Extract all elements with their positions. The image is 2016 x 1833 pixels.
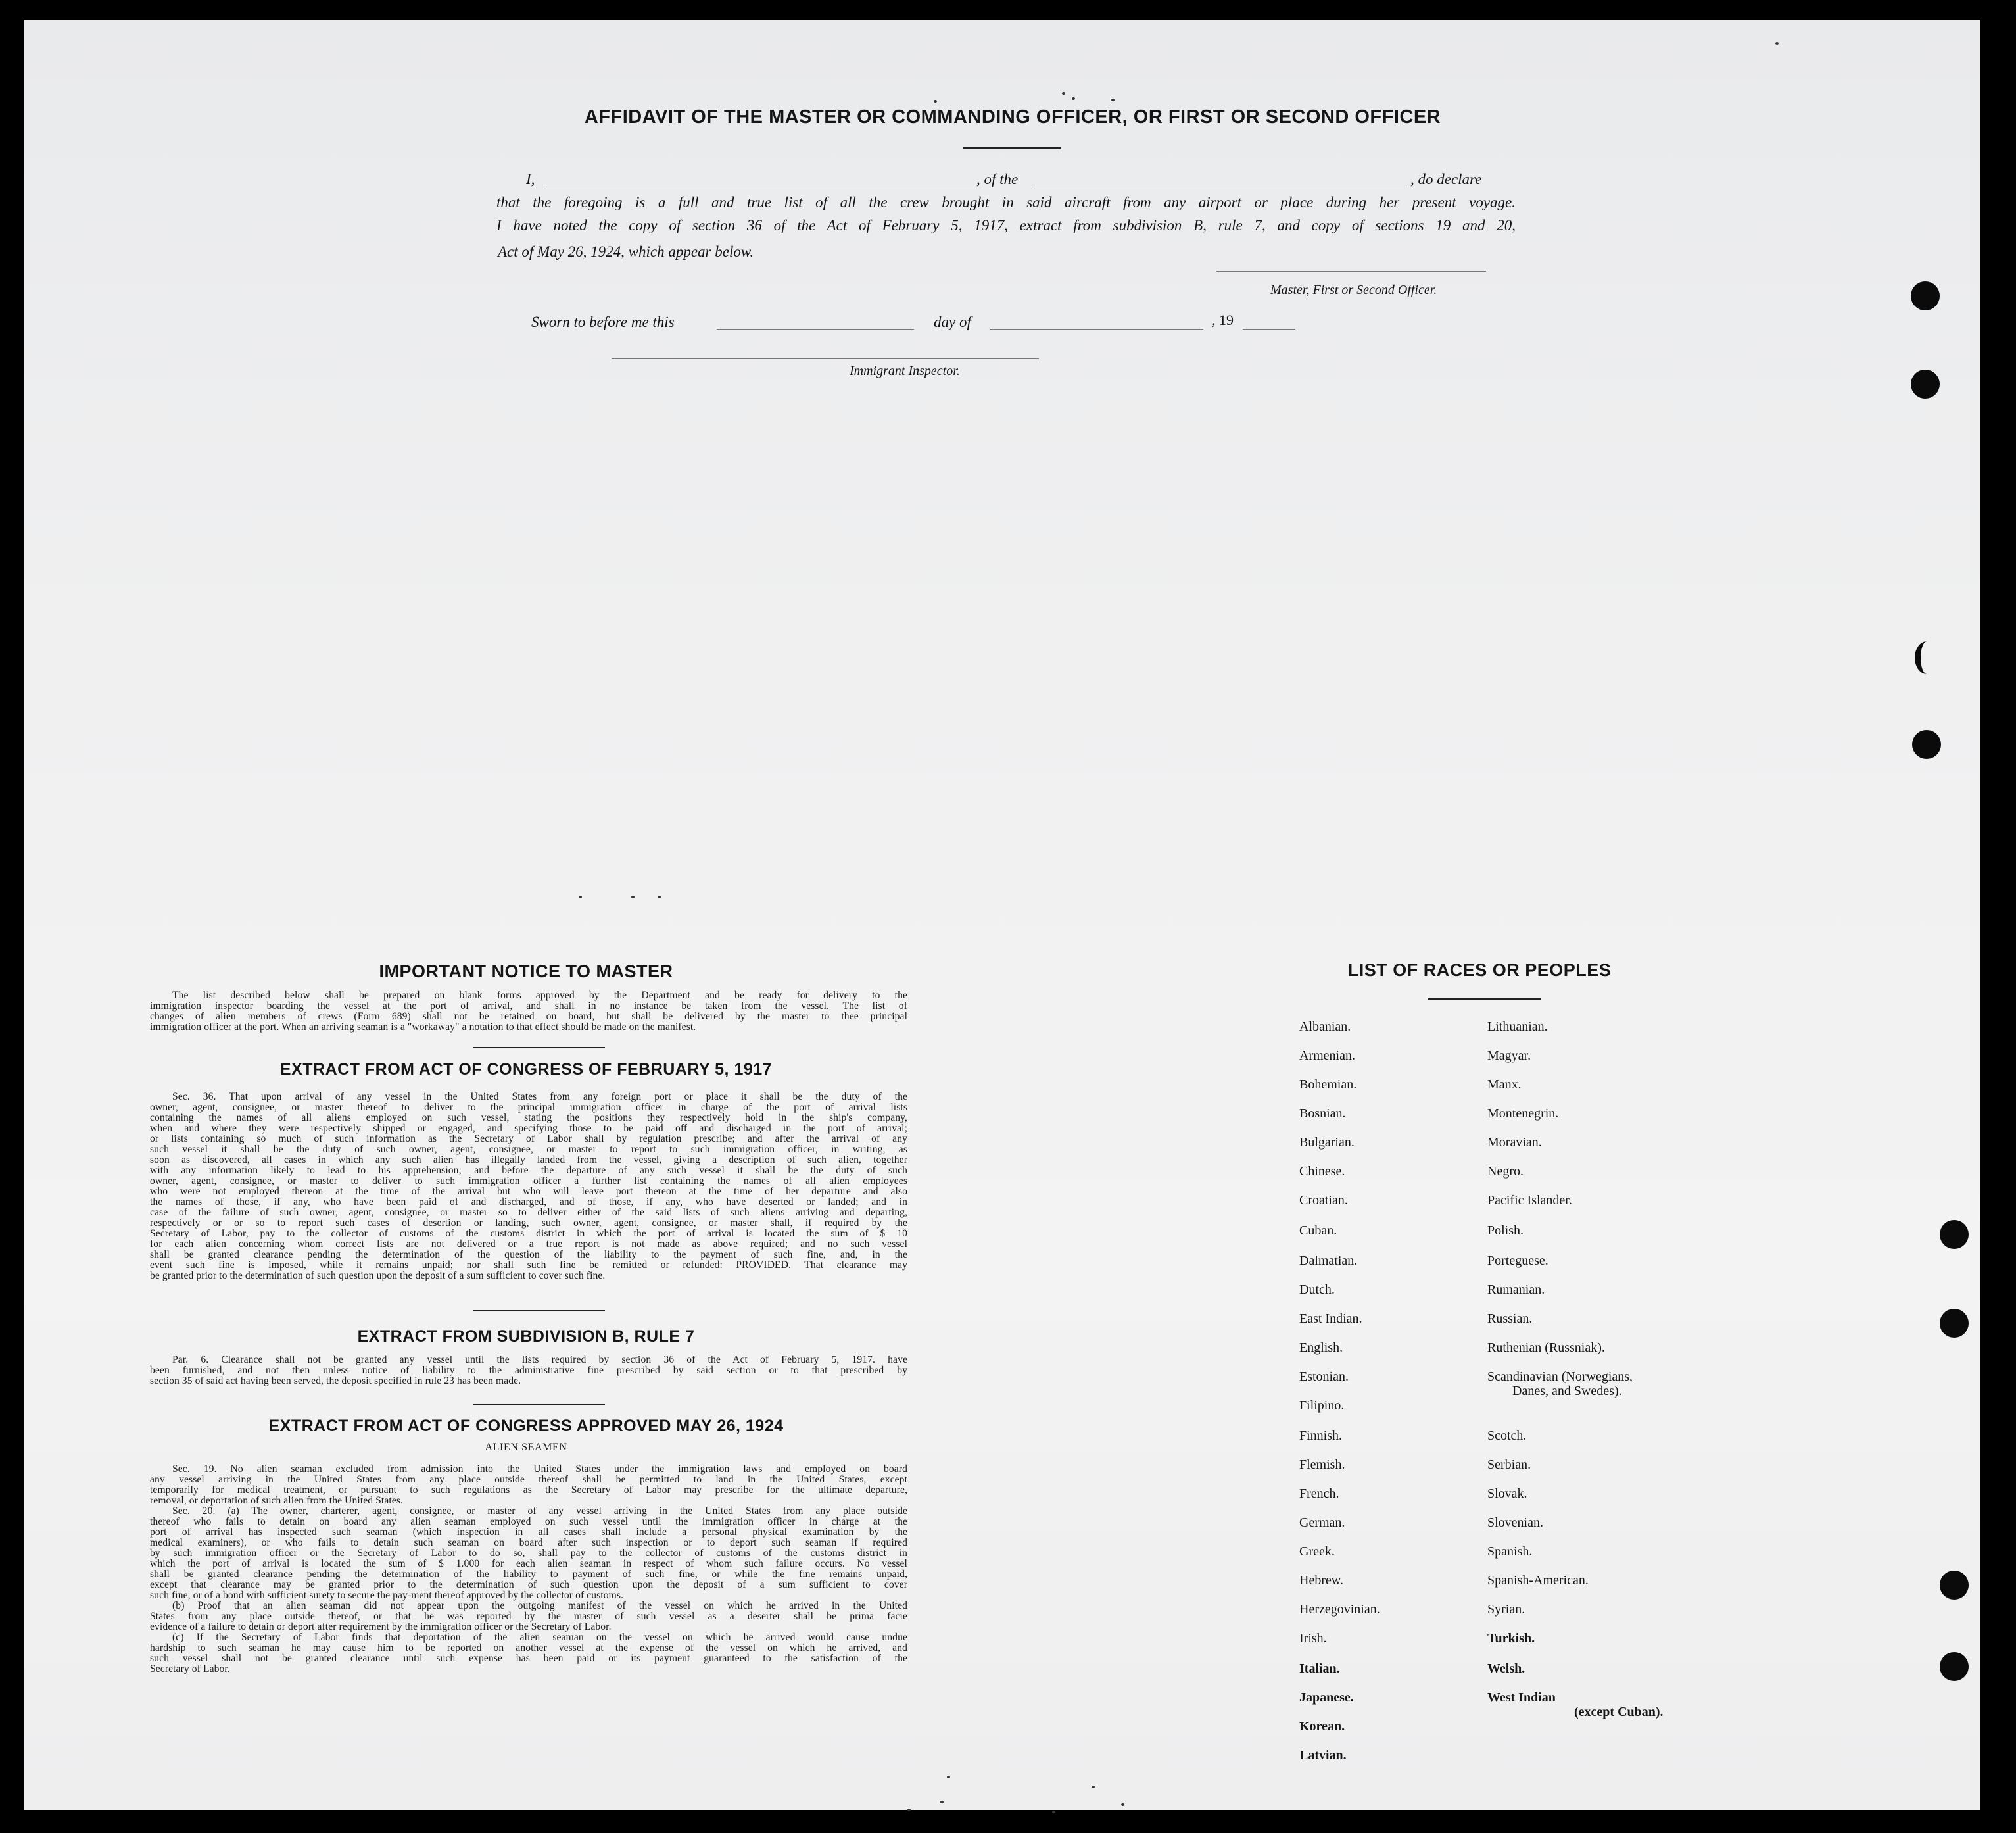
races-title-underline — [1428, 998, 1541, 1000]
extract-1917-line: who were not employed thereon at the time of the arrival but who will leave port thereon at the time of her departure and also — [150, 1186, 907, 1197]
extract-1924-line: such vessel shall not be granted clearance until such expense has been paid or its payment guaranteed to the satisfaction of the — [150, 1653, 907, 1664]
year-label: , 19 — [1212, 312, 1234, 328]
sworn-label: Sworn to before me this — [531, 314, 675, 330]
extract-1924-line: (b) Proof that an alien seaman did not appear upon the outgoing manifest of the vessel on which he arrived in the United — [172, 1600, 907, 1611]
race-item: Manx. — [1487, 1077, 1522, 1092]
extract-1924-line: port of arrival has inspected such seaman (which inspection in all cases shall include a personal physical examination by the — [150, 1527, 907, 1538]
year-line — [1243, 329, 1295, 330]
race-item: English. — [1299, 1340, 1343, 1355]
affidavit-line: that the foregoing is a full and true list of all the crew brought in said aircraft from any airport or place during her present voyage. — [496, 194, 1516, 210]
signature-label: Master, First or Second Officer. — [1270, 283, 1437, 297]
affidavit-line: I have noted the copy of section 36 of the Act of February 5, 1917, extract from subdivision B, rule 7, and copy of sections 19 and 20, — [496, 217, 1516, 233]
notice-title: IMPORTANT NOTICE TO MASTER — [379, 962, 673, 981]
extract-1924-line: Sec. 20. (a) The owner, charterer, agent, consignee, or master of any vessel arriving in the United States from any place outside — [172, 1505, 907, 1517]
race-item: Scotch. — [1487, 1429, 1527, 1443]
race-item: Syrian. — [1487, 1602, 1525, 1617]
extract-1917-line: with any information likely to lead to his apprehension; and before the departure of any such vessel it shall be the duty of such — [150, 1165, 907, 1176]
race-item: East Indian. — [1299, 1311, 1362, 1326]
race-item: Bulgarian. — [1299, 1135, 1355, 1150]
extract-1917-line: shall be granted clearance pending the determination of the question of the liability to the payment of such fine, and, in the — [150, 1249, 907, 1260]
divider — [473, 1310, 605, 1311]
sworn-day-line — [717, 329, 914, 330]
affidavit-do-declare: , do declare — [1410, 171, 1482, 187]
extract-1924-line: shall be granted clearance pending the determination of the liability to payment of such fine, or while the fine remains unpaid, — [150, 1569, 907, 1580]
notice-line: immigration inspector boarding the vessel at the port of arrival, and shall in no instance be taken from the vessel. The list of — [150, 1000, 907, 1012]
extract-1924-line: Sec. 19. No alien seaman excluded from admission into the United States under the immigration laws and employed on board — [172, 1463, 907, 1475]
race-item: Danes, and Swedes). — [1512, 1384, 1622, 1398]
race-item: Spanish. — [1487, 1544, 1533, 1559]
extract-1924-line: which the port of arrival is located the sum of $ 1.000 for each alien seaman in respect of whom such failure occurs. No vessel — [150, 1558, 907, 1569]
race-item: Dalmatian. — [1299, 1254, 1358, 1268]
race-item: Rumanian. — [1487, 1283, 1545, 1297]
race-item: Montenegrin. — [1487, 1106, 1559, 1121]
extract-1917-line: be granted prior to the determination of such question upon the deposit of a sum sufficient to cover such fine. — [150, 1270, 606, 1281]
extract-1924-line: removal, or deportation of such alien from the United States. — [150, 1495, 404, 1506]
extract-1924-line: temporarily for medical treatment, or pursuant to such regulations as the Secretary of Labor may prescribe for the ultimate departure, — [150, 1484, 907, 1496]
race-item: Serbian. — [1487, 1457, 1531, 1472]
race-item: Irish. — [1299, 1631, 1327, 1646]
race-item: Hebrew. — [1299, 1573, 1344, 1588]
extract-1917-line: containing the names of all aliens employed on such vessel, stating the positions they respectively hold in the ship's company, — [150, 1112, 907, 1123]
extract-1917-title: EXTRACT FROM ACT OF CONGRESS OF FEBRUARY 5, 1917 — [279, 1060, 773, 1079]
rule7-line: been furnished, and not then unless notice of liability to the administrative fine prescribed by said section or to that prescribed by — [150, 1365, 907, 1376]
extract-1924-line: evidence of a failure to detain or deport after requirement by the immigration officer or the Secretary of Labor. — [150, 1621, 612, 1632]
extract-1924-line: by such immigration officer or the Secretary of Labor to do so, shall pay to the collector of customs of the customs district in — [150, 1548, 907, 1559]
affidavit-i: I, — [526, 171, 535, 187]
race-item: Polish. — [1487, 1223, 1524, 1238]
race-item: Bosnian. — [1299, 1106, 1346, 1121]
race-item: Slovak. — [1487, 1486, 1527, 1501]
divider — [473, 1047, 605, 1048]
race-item: Finnish. — [1299, 1429, 1343, 1443]
race-item: Bohemian. — [1299, 1077, 1357, 1092]
rule7-line: section 35 of said act having been served, the deposit specified in rule 23 has been made. — [150, 1375, 521, 1386]
inspector-label: Immigrant Inspector. — [850, 364, 960, 378]
race-item: German. — [1299, 1515, 1345, 1530]
notice-line: immigration officer at the port. When an arriving seaman is a "workaway" a notation to that effect should be made on the manifest. — [150, 1021, 696, 1033]
race-item: Latvian. — [1299, 1748, 1347, 1763]
alien-seamen-subtitle: ALIEN SEAMEN — [485, 1442, 567, 1453]
race-item: Pacific Islander. — [1487, 1193, 1572, 1208]
extract-1917-line: soon as discovered, all cases in which any such alien has illegally landed from the vessel, giving a description of such alien, together — [150, 1154, 907, 1165]
race-item: Armenian. — [1299, 1048, 1355, 1063]
title-underline — [963, 147, 1061, 149]
race-item: (except Cuban). — [1574, 1705, 1664, 1719]
race-item: Italian. — [1299, 1661, 1340, 1676]
race-item: Spanish-American. — [1487, 1573, 1589, 1588]
extract-1917-line: Sec. 36. That upon arrival of any vessel in the United States from any foreign port or place it shall be the duty of the — [172, 1091, 907, 1102]
affidavit-last-line: Act of May 26, 1924, which appear below. — [498, 243, 754, 260]
race-item: Porteguese. — [1487, 1254, 1548, 1268]
extract-1917-line: event such fine is imposed, while it remains unpaid; nor shall such fine be remitted or refunded: PROVIDED. That clearance may — [150, 1259, 907, 1271]
extract-1924-line: any vessel arriving in the United States from any place outside thereof shall be permitted to land in the United States, except — [150, 1474, 907, 1485]
extract-1924-line: hardship to such seaman he may cause him to be reported on another vessel at the expense of the vessel on which he arrived, and — [150, 1642, 907, 1653]
extract-1917-line: for each alien concerning whom correct lists are not delivered or a true report is not made as above required; and no such vessel — [150, 1238, 907, 1250]
race-item: Welsh. — [1487, 1661, 1525, 1676]
race-item: Scandinavian (Norwegians, — [1487, 1369, 1633, 1384]
extract-1917-line: owner, agent, consignee, or master thereof to deliver to the principal immigration officer in charge of the port of arrival lists — [150, 1102, 907, 1113]
extract-1924-line: Secretary of Labor. — [150, 1663, 230, 1674]
race-item: Slovenian. — [1487, 1515, 1543, 1530]
extract-1917-line: when and where they were respectively shipped or engaged, and specifying those to be paid off and discharged in the port of arrival; — [150, 1123, 907, 1134]
extract-1924-title: EXTRACT FROM ACT OF CONGRESS APPROVED MAY 26, 1924 — [268, 1417, 784, 1435]
divider — [473, 1404, 605, 1405]
extract-1917-line: the names of those, if any, who have been paid of and discharged, and of those, if any, who have deserted or landed; and in — [150, 1196, 907, 1208]
race-item: Estonian. — [1299, 1369, 1349, 1384]
race-item: Chinese. — [1299, 1164, 1345, 1179]
race-item: Dutch. — [1299, 1283, 1335, 1297]
extract-1917-line: owner, agent, consignee, or master to deliver to such immigration officer a further list containing the names of all alien employees — [150, 1175, 907, 1186]
race-item: Flemish. — [1299, 1457, 1345, 1472]
races-title: LIST OF RACES OR PEOPLES — [1347, 960, 1612, 980]
affidavit-title: AFFIDAVIT OF THE MASTER OR COMMANDING OFFICER, OR FIRST OR SECOND OFFICER — [584, 107, 1441, 128]
race-item: Filipino. — [1299, 1398, 1345, 1413]
race-item: French. — [1299, 1486, 1339, 1501]
race-item: Moravian. — [1487, 1135, 1542, 1150]
extract-1924-line: (c) If the Secretary of Labor finds that deportation of the alien seaman on the vessel on which he arrived would cause undue — [172, 1632, 907, 1643]
extract-1924-line: such fine, or of a bond with sufficient surety to secure the pay-ment thereof approved by the collector of customs. — [150, 1590, 624, 1601]
race-item: Russian. — [1487, 1311, 1533, 1326]
extract-1924-line: medical examiners), or who fails to detain such seaman on board after such inspection or to deport such seaman if required — [150, 1537, 907, 1548]
inspector-line — [612, 358, 1039, 359]
race-item: Croatian. — [1299, 1193, 1348, 1208]
extract-1917-line: case of the failure of such owner, agent, consignee, or master so to deliver either of the said lists of such aliens arriving and departing, — [150, 1207, 907, 1218]
signature-line — [1216, 271, 1486, 272]
race-item: Greek. — [1299, 1544, 1335, 1559]
race-item: Japanese. — [1299, 1690, 1354, 1705]
extract-1917-line: such vessel it shall be the duty of such owner, agent, consignee, or master to report to such immigration officer, in writing, as — [150, 1144, 907, 1155]
rule7-title: EXTRACT FROM SUBDIVISION B, RULE 7 — [357, 1327, 695, 1346]
extract-1917-line: respectively or or so to report such cases of desertion or landing, such owner, agent, consignee, or master shall, if required by the — [150, 1217, 907, 1229]
race-item: Cuban. — [1299, 1223, 1337, 1238]
race-item: Turkish. — [1487, 1631, 1535, 1646]
race-item: Herzegovinian. — [1299, 1602, 1380, 1617]
notice-line: changes of alien members of crews (Form 689) shall not be retained on board, but shall be delivered by the master to thee principal — [150, 1011, 907, 1022]
race-item: Albanian. — [1299, 1019, 1351, 1034]
day-of-label: day of — [934, 314, 971, 330]
race-item: Ruthenian (Russniak). — [1487, 1340, 1605, 1355]
extract-1924-line: thereof who fails to detain on board any alien seaman employed on such vessel until the immigration officer in charge at the — [150, 1516, 907, 1527]
race-item: Negro. — [1487, 1164, 1524, 1179]
race-item: Lithuanian. — [1487, 1019, 1548, 1034]
extract-1917-line: or lists containing so much of such information as the Secretary of Labor shall by regulation prescribe; and after the arrival of any — [150, 1133, 907, 1144]
affidavit-of-the: , of the — [976, 171, 1019, 187]
race-item: Korean. — [1299, 1719, 1345, 1734]
extract-1917-line: Secretary of Labor, pay to the collector of customs of the customs district in which the port of arrival is located the sum of $ 10 — [150, 1228, 907, 1239]
race-item: Magyar. — [1487, 1048, 1531, 1063]
notice-line: The list described below shall be prepared on blank forms approved by the Department and be ready for delivery to the — [172, 990, 907, 1001]
extract-1924-line: except that clearance may be granted prior to the determination of such question upon the deposit of a sum sufficient to cover — [150, 1579, 907, 1590]
extract-1924-line: States from any place outside thereof, or that he was reported by the master of such vessel as a deserter shall be prima facie — [150, 1611, 907, 1622]
sworn-month-line — [990, 329, 1203, 330]
race-item: West Indian — [1487, 1690, 1556, 1705]
rule7-line: Par. 6. Clearance shall not be granted any vessel until the lists required by section 36 of the Act of February 5, 1917. have — [172, 1354, 907, 1365]
